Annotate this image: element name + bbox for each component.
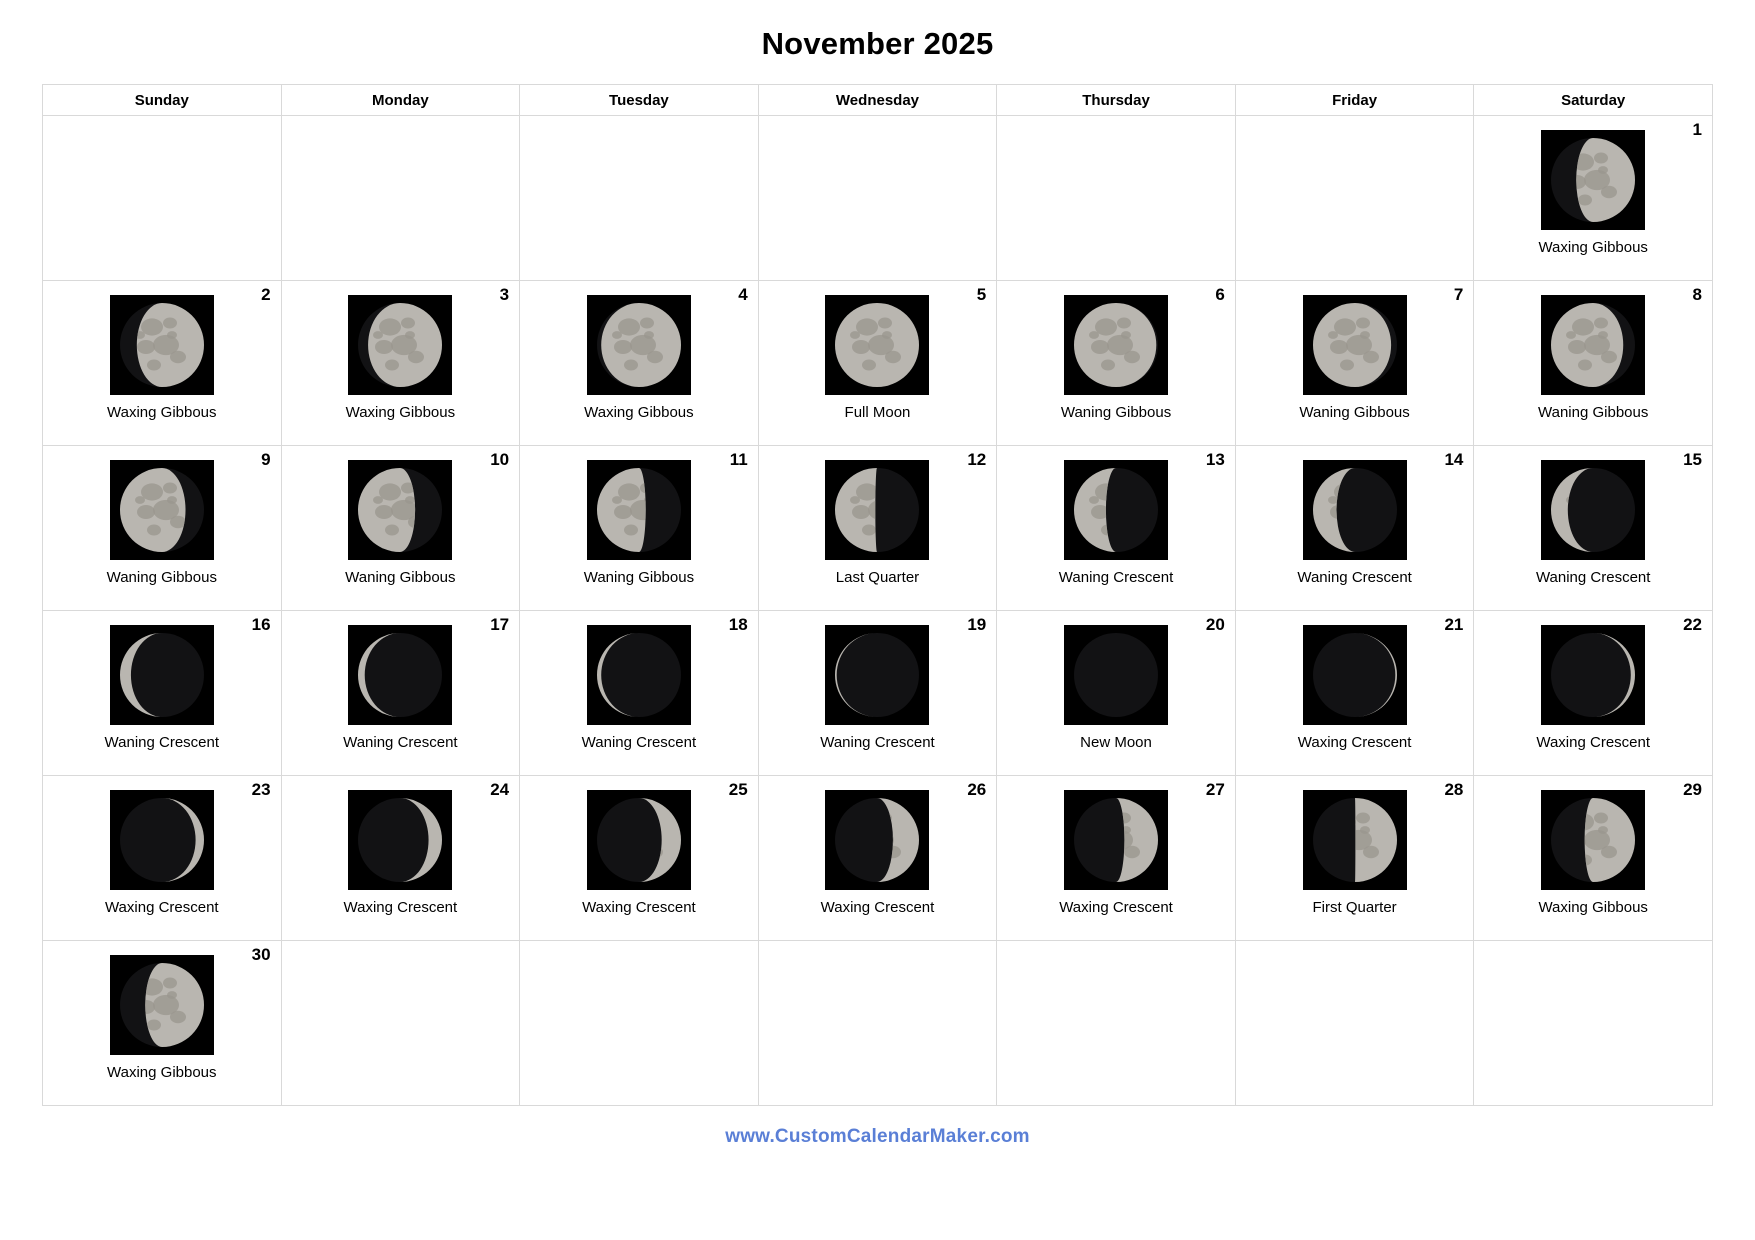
day-cell-content xyxy=(43,611,281,775)
moon-phase-icon xyxy=(348,790,452,890)
moon-phase-label: Waning Crescent xyxy=(1535,569,1651,586)
weekday-header-row xyxy=(43,85,1713,116)
moon-phase-icon xyxy=(110,955,214,1055)
moon-phase-icon xyxy=(1303,295,1407,395)
calendar-day-cell[interactable] xyxy=(520,281,759,446)
day-cell-content xyxy=(1236,281,1474,445)
calendar-day-cell[interactable] xyxy=(1474,116,1713,281)
weekday-header-saturday: Saturday xyxy=(1474,85,1713,116)
day-number: 6 xyxy=(1215,285,1225,304)
day-number: 17 xyxy=(490,615,510,634)
calendar-day-cell[interactable] xyxy=(1235,446,1474,611)
day-cell-content xyxy=(282,611,520,775)
calendar-day-cell[interactable] xyxy=(281,446,520,611)
calendar-day-cell[interactable] xyxy=(43,611,282,776)
day-number: 1 xyxy=(1692,120,1702,139)
moon-phase-label: Waning Gibbous xyxy=(583,569,695,586)
calendar-day-cell[interactable] xyxy=(520,446,759,611)
moon-phase-label: Waning Crescent xyxy=(581,734,697,751)
day-cell-content xyxy=(43,941,281,1105)
day-cell-content xyxy=(1236,446,1474,610)
moon-phase-label: Waxing Crescent xyxy=(1536,734,1651,751)
day-number: 29 xyxy=(1683,780,1702,799)
calendar-week-row xyxy=(43,116,1713,281)
day-number: 9 xyxy=(261,450,271,469)
calendar-day-cell[interactable] xyxy=(281,281,520,446)
moon-phase-label: Waning Gibbous xyxy=(1060,404,1172,421)
weekday-header-tuesday: Tuesday xyxy=(520,85,759,116)
moon-phase-icon xyxy=(587,625,691,725)
calendar-empty-cell xyxy=(520,941,759,1106)
day-number: 2 xyxy=(261,285,271,304)
day-number: 10 xyxy=(490,450,510,469)
weekday-header-wednesday: Wednesday xyxy=(758,85,997,116)
moon-phase-label: Waxing Gibbous xyxy=(1538,899,1648,916)
moon-phase-label: New Moon xyxy=(1080,734,1152,751)
day-cell-content xyxy=(997,281,1235,445)
day-number: 11 xyxy=(729,450,748,469)
moon-phase-icon xyxy=(825,625,929,725)
moon-phase-label: Waxing Crescent xyxy=(343,899,458,916)
calendar-empty-cell xyxy=(758,116,997,281)
day-number: 18 xyxy=(728,615,748,634)
day-cell-content xyxy=(1236,611,1474,775)
day-cell-content xyxy=(759,281,997,445)
day-number: 25 xyxy=(728,780,748,799)
moon-phase-icon xyxy=(110,460,214,560)
day-number: 15 xyxy=(1683,450,1702,469)
moon-phase-icon xyxy=(1064,460,1168,560)
moon-phase-label: Waxing Crescent xyxy=(582,899,696,916)
moon-phase-label: Full Moon xyxy=(844,404,911,421)
moon-phase-label: Waxing Gibbous xyxy=(345,404,456,421)
moon-phase-label: Waning Gibbous xyxy=(1538,404,1649,421)
moon-phase-label: Waxing Gibbous xyxy=(584,404,694,421)
day-number: 30 xyxy=(251,945,271,964)
moon-phase-icon xyxy=(1303,460,1407,560)
moon-phase-icon xyxy=(1303,625,1407,725)
day-cell-content xyxy=(997,776,1235,940)
day-number: 5 xyxy=(976,285,987,304)
day-cell-content xyxy=(759,611,997,775)
calendar-day-cell[interactable] xyxy=(997,611,1236,776)
moon-phase-icon xyxy=(1541,130,1645,230)
moon-phase-icon xyxy=(587,460,691,560)
day-cell-content xyxy=(997,446,1235,610)
moon-phase-icon xyxy=(348,295,452,395)
moon-phase-icon xyxy=(1064,625,1168,725)
calendar-day-cell[interactable] xyxy=(281,776,520,941)
moon-phase-label: Waxing Crescent xyxy=(1059,899,1173,916)
calendar-day-cell[interactable] xyxy=(758,611,997,776)
day-number: 22 xyxy=(1683,615,1702,634)
calendar-week-row xyxy=(43,611,1713,776)
moon-phase-icon xyxy=(110,625,214,725)
day-cell-content xyxy=(43,281,281,445)
day-number: 20 xyxy=(1205,615,1225,634)
day-cell-content xyxy=(1236,776,1474,940)
day-cell-content xyxy=(282,281,520,445)
calendar-body xyxy=(43,116,1713,1106)
calendar-empty-cell xyxy=(997,941,1236,1106)
calendar-day-cell[interactable] xyxy=(281,611,520,776)
day-number: 3 xyxy=(499,285,510,304)
day-number: 26 xyxy=(967,780,987,799)
moon-phase-label: Waxing Gibbous xyxy=(1538,239,1648,256)
day-number: 16 xyxy=(251,615,271,634)
day-cell-content xyxy=(759,776,997,940)
day-number: 12 xyxy=(967,450,987,469)
calendar-week-row xyxy=(43,446,1713,611)
weekday-header-thursday: Thursday xyxy=(997,85,1236,116)
weekday-header-monday: Monday xyxy=(281,85,520,116)
moon-phase-icon xyxy=(1541,460,1645,560)
moon-phase-label: Waxing Crescent xyxy=(1297,734,1412,751)
day-cell-content xyxy=(1474,776,1712,940)
calendar-day-cell[interactable] xyxy=(758,446,997,611)
day-cell-content xyxy=(759,446,997,610)
moon-phase-label: Waxing Gibbous xyxy=(107,1064,217,1081)
site-url[interactable]: www.CustomCalendarMaker.com xyxy=(725,1126,1030,1147)
calendar-day-cell[interactable] xyxy=(1474,611,1713,776)
calendar-day-cell[interactable] xyxy=(758,281,997,446)
moon-phase-icon xyxy=(587,295,691,395)
day-cell-content xyxy=(1474,611,1712,775)
day-cell-content xyxy=(282,776,520,940)
day-number: 28 xyxy=(1444,780,1464,799)
moon-phase-label: Waning Gibbous xyxy=(1299,404,1410,421)
day-number: 21 xyxy=(1444,615,1464,634)
calendar-day-cell[interactable] xyxy=(758,776,997,941)
calendar-empty-cell xyxy=(758,941,997,1106)
moon-phase-icon xyxy=(110,790,214,890)
day-cell-content xyxy=(43,446,281,610)
day-number: 23 xyxy=(251,780,271,799)
moon-phase-label: Last Quarter xyxy=(835,569,920,586)
calendar-day-cell[interactable] xyxy=(1235,776,1474,941)
day-cell-content xyxy=(282,446,520,610)
moon-phase-icon xyxy=(825,295,929,395)
moon-phase-label: First Quarter xyxy=(1312,899,1397,916)
day-number: 13 xyxy=(1205,450,1225,469)
moon-phase-label: Waning Crescent xyxy=(1058,569,1174,586)
moon-phase-label: Waning Crescent xyxy=(343,734,458,751)
calendar-empty-cell xyxy=(1474,941,1713,1106)
moon-phase-icon xyxy=(348,625,452,725)
calendar-empty-cell xyxy=(997,116,1236,281)
calendar-empty-cell xyxy=(43,116,282,281)
day-cell-content xyxy=(1474,116,1712,280)
calendar-day-cell[interactable] xyxy=(520,611,759,776)
moon-phase-label: Waxing Gibbous xyxy=(107,404,217,421)
moon-phase-icon xyxy=(587,790,691,890)
day-cell-content xyxy=(43,776,281,940)
calendar-day-cell[interactable] xyxy=(1474,446,1713,611)
moon-phase-icon xyxy=(1541,790,1645,890)
moon-phase-icon xyxy=(110,295,214,395)
calendar-table xyxy=(42,84,1713,1106)
day-cell-content xyxy=(520,281,758,445)
calendar-day-cell[interactable] xyxy=(43,446,282,611)
day-cell-content xyxy=(997,611,1235,775)
calendar-day-cell[interactable] xyxy=(43,281,282,446)
calendar-day-cell[interactable] xyxy=(997,446,1236,611)
calendar-day-cell[interactable] xyxy=(997,281,1236,446)
day-number: 8 xyxy=(1692,285,1702,304)
calendar-week-row xyxy=(43,941,1713,1106)
calendar-empty-cell xyxy=(281,116,520,281)
moon-phase-icon xyxy=(825,790,929,890)
moon-phase-label: Waning Gibbous xyxy=(345,569,456,586)
moon-phase-icon xyxy=(1303,790,1407,890)
moon-phase-icon xyxy=(1064,790,1168,890)
moon-phase-icon xyxy=(348,460,452,560)
weekday-header-friday: Friday xyxy=(1235,85,1474,116)
calendar-week-row xyxy=(43,281,1713,446)
day-number: 19 xyxy=(967,615,987,634)
day-cell-content xyxy=(1474,446,1712,610)
calendar-empty-cell xyxy=(281,941,520,1106)
moon-phase-label: Waning Crescent xyxy=(104,734,220,751)
moon-phase-icon xyxy=(1541,625,1645,725)
day-number: 27 xyxy=(1205,780,1225,799)
day-cell-content xyxy=(1474,281,1712,445)
footer xyxy=(42,1106,1713,1148)
page-title: November 2025 xyxy=(761,26,994,61)
moon-phase-label: Waning Crescent xyxy=(820,734,935,751)
calendar-week-row xyxy=(43,776,1713,941)
calendar-empty-cell xyxy=(520,116,759,281)
day-cell-content xyxy=(520,776,758,940)
calendar-day-cell[interactable] xyxy=(43,941,282,1106)
day-number: 14 xyxy=(1444,450,1464,469)
weekday-header-sunday: Sunday xyxy=(43,85,282,116)
calendar-day-cell[interactable] xyxy=(1235,611,1474,776)
moon-phase-label: Waning Crescent xyxy=(1297,569,1412,586)
calendar-day-cell[interactable] xyxy=(1235,281,1474,446)
calendar-day-cell[interactable] xyxy=(520,776,759,941)
day-cell-content xyxy=(520,611,758,775)
day-number: 24 xyxy=(490,780,510,799)
day-cell-content xyxy=(520,446,758,610)
calendar-empty-cell xyxy=(1235,116,1474,281)
calendar-day-cell[interactable] xyxy=(43,776,282,941)
calendar-empty-cell xyxy=(1235,941,1474,1106)
calendar-day-cell[interactable] xyxy=(1474,776,1713,941)
day-number: 7 xyxy=(1453,285,1464,304)
moon-phase-label: Waxing Crescent xyxy=(820,899,935,916)
moon-phase-label: Waxing Crescent xyxy=(104,899,219,916)
calendar-day-cell[interactable] xyxy=(1474,281,1713,446)
moon-phase-label: Waning Gibbous xyxy=(106,569,217,586)
calendar-day-cell[interactable] xyxy=(997,776,1236,941)
moon-phase-icon xyxy=(1064,295,1168,395)
moon-phase-icon xyxy=(1541,295,1645,395)
day-number: 4 xyxy=(738,285,748,304)
moon-phase-icon xyxy=(825,460,929,560)
